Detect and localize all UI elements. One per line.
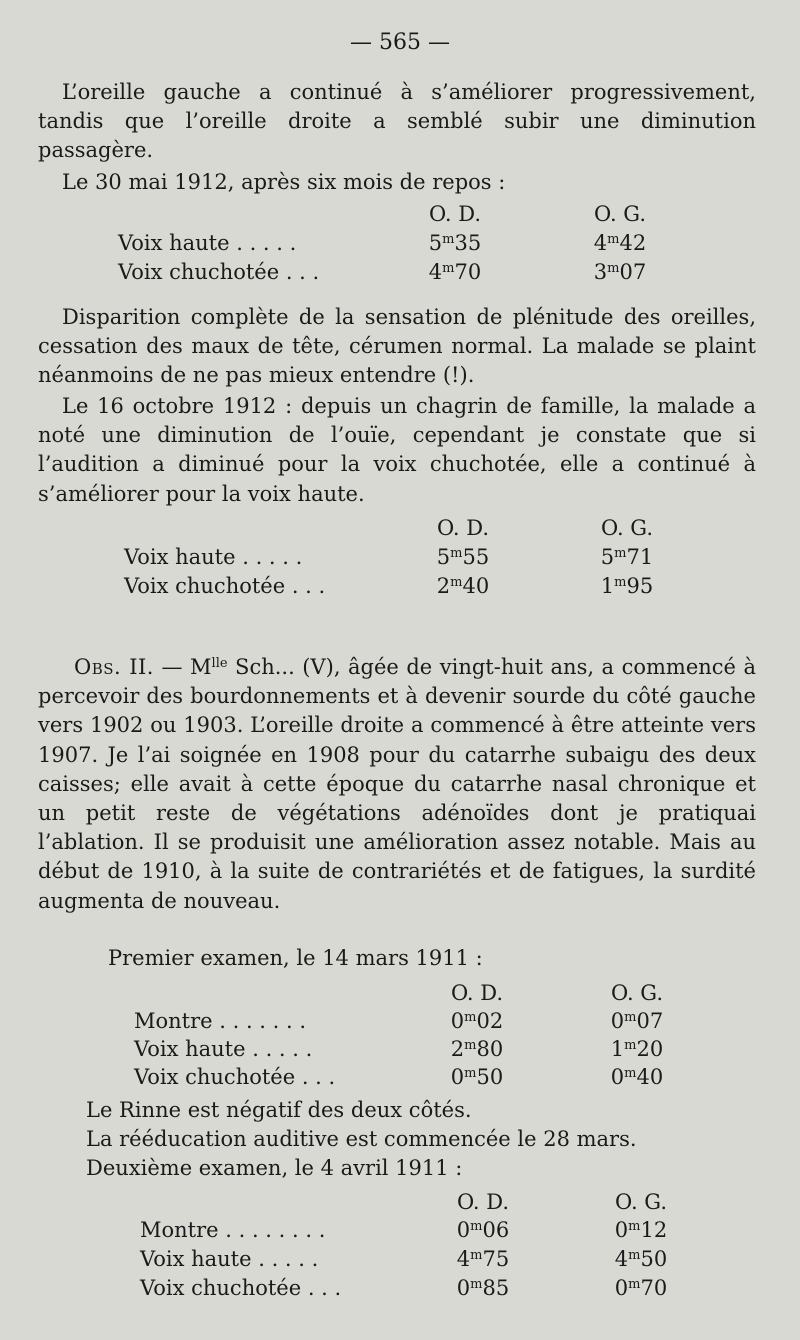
od-meters: 0 xyxy=(456,1276,471,1300)
od-value xyxy=(457,1276,509,1300)
og-value xyxy=(611,1065,663,1089)
og-value xyxy=(601,574,653,598)
line-exam-2: Deuxième examen, le 4 avril 1911 : xyxy=(86,1156,463,1180)
og-meters: 4 xyxy=(593,231,608,255)
od-unit: m xyxy=(442,261,455,276)
og-decimals: 95 xyxy=(626,574,654,598)
paragraph-3-text: Le 16 octobre 1912 : depuis un chagrin de famille, la malade a noté une diminution de l’ouïe, cependant je constate que si l’audition a diminué pour la voix chuchotée, elle a continué à s’améliorer pour la voix haute. xyxy=(38,394,756,506)
header-og: O. G. xyxy=(614,1190,668,1214)
od-meters: 0 xyxy=(450,1065,465,1089)
og-decimals: 07 xyxy=(636,1009,664,1033)
od-unit: m xyxy=(464,1066,477,1081)
od-value xyxy=(451,1009,503,1033)
od-decimals: 80 xyxy=(476,1037,504,1061)
row-label: Voix haute . . . . . xyxy=(124,545,303,569)
header-od: O. D. xyxy=(450,981,504,1005)
od-value xyxy=(451,1037,503,1061)
row-label: Montre . . . . . . . . xyxy=(140,1218,326,1242)
line-rinne: Le Rinne est négatif des deux côtés. xyxy=(86,1098,472,1122)
od-unit: m xyxy=(470,1248,483,1263)
od-meters: 2 xyxy=(450,1037,465,1061)
paragraph-3 xyxy=(38,392,756,509)
og-decimals: 50 xyxy=(640,1247,668,1271)
og-meters: 1 xyxy=(600,574,615,598)
od-decimals: 50 xyxy=(476,1065,504,1089)
og-meters: 4 xyxy=(614,1247,629,1271)
cell-og xyxy=(565,260,675,284)
od-decimals: 85 xyxy=(482,1276,510,1300)
og-decimals: 40 xyxy=(636,1065,664,1089)
od-unit: m xyxy=(450,546,463,561)
og-meters: 0 xyxy=(614,1218,629,1242)
od-value xyxy=(451,1065,503,1089)
od-unit: m xyxy=(464,1038,477,1053)
cell-og xyxy=(582,1037,692,1061)
cell-og xyxy=(582,1009,692,1033)
og-meters: 1 xyxy=(610,1037,625,1061)
row-label: Voix chuchotée . . . xyxy=(134,1065,336,1089)
row-label: Voix haute . . . . . xyxy=(140,1247,319,1271)
od-decimals: 02 xyxy=(476,1009,504,1033)
og-decimals: 20 xyxy=(636,1037,664,1061)
od-decimals: 40 xyxy=(462,574,490,598)
row-label: Montre . . . . . . . xyxy=(134,1009,307,1033)
page-number: — 565 — xyxy=(350,30,450,55)
header-od: O. D. xyxy=(428,202,482,226)
line-date-1: Le 30 mai 1912, après six mois de repos : xyxy=(62,170,506,194)
og-unit: m xyxy=(614,575,627,590)
row-label: Voix haute . . . . . xyxy=(118,231,297,255)
og-unit: m xyxy=(614,546,627,561)
od-value xyxy=(437,574,489,598)
og-value xyxy=(601,545,653,569)
paragraph-2-text: Disparition complète de la sensation de plénitude des oreilles, cessation des maux de tête, cérumen normal. La malade se plaint néanmoins de ne pas mieux entendre (!). xyxy=(38,305,756,388)
od-meters: 5 xyxy=(428,231,443,255)
od-unit: m xyxy=(470,1219,483,1234)
paragraph-obs-2 xyxy=(38,653,756,916)
header-od: O. D. xyxy=(456,1190,510,1214)
od-unit: m xyxy=(450,575,463,590)
og-meters: 0 xyxy=(614,1276,629,1300)
obs-dash: — xyxy=(153,655,191,679)
obs-mlle-sup: lle xyxy=(211,656,228,671)
og-unit: m xyxy=(624,1038,637,1053)
od-meters: 2 xyxy=(436,574,451,598)
paragraph-2 xyxy=(38,303,756,391)
od-meters: 4 xyxy=(428,260,443,284)
cell-og xyxy=(586,1218,696,1242)
row-label: Voix chuchotée . . . xyxy=(118,260,320,284)
og-decimals: 07 xyxy=(619,260,647,284)
header-og: O. G. xyxy=(593,202,647,226)
header-og: O. G. xyxy=(600,516,654,540)
og-decimals: 12 xyxy=(640,1218,668,1242)
cell-og xyxy=(572,574,682,598)
od-meters: 0 xyxy=(456,1218,471,1242)
cell-od xyxy=(428,1276,538,1300)
cell-od xyxy=(428,1218,538,1242)
od-value xyxy=(457,1218,509,1242)
cell-od xyxy=(408,574,518,598)
od-decimals: 55 xyxy=(462,545,490,569)
og-unit: m xyxy=(607,261,620,276)
og-meters: 3 xyxy=(593,260,608,284)
cell-og xyxy=(586,1276,696,1300)
og-unit: m xyxy=(624,1010,637,1025)
paragraph-obs-2-text: Sch... (V), âgée de vingt-huit ans, a commencé à percevoir des bourdonnements et à devenir sourde du côté gauche vers 1902 ou 1903. L’oreille droite a commencé à être atteinte vers 1907. Je l’ai soignée en 1908 pour du catarrhe subaigu des deux caisses; elle avait à cette époque du catarrhe nasal chronique et un petit reste de végétations adénoïdes dont je pratiquai l’ablation. Il se produisit une amélioration assez notable. Mais au début de 1910, à la suite de contrariétés et de fatigues, la surdité augmenta de nouveau. xyxy=(38,655,756,913)
og-unit: m xyxy=(628,1219,641,1234)
og-value xyxy=(611,1037,663,1061)
line-exam-1: Premier examen, le 14 mars 1911 : xyxy=(108,946,483,970)
og-decimals: 71 xyxy=(626,545,654,569)
paragraph-1-text: L’oreille gauche a continué à s’améliorer progressivement, tandis que l’oreille droite a semblé subir une diminution passagère. xyxy=(38,80,756,163)
od-meters: 5 xyxy=(436,545,451,569)
og-unit: m xyxy=(624,1066,637,1081)
obs-mlle: M xyxy=(190,655,212,679)
cell-od xyxy=(428,1247,538,1271)
og-unit: m xyxy=(628,1248,641,1263)
od-value xyxy=(437,545,489,569)
og-decimals: 42 xyxy=(619,231,647,255)
og-meters: 5 xyxy=(600,545,615,569)
cell-od xyxy=(408,545,518,569)
od-value xyxy=(457,1247,509,1271)
cell-od xyxy=(400,260,510,284)
og-value xyxy=(615,1218,667,1242)
row-label: Voix chuchotée . . . xyxy=(140,1276,342,1300)
od-decimals: 75 xyxy=(482,1247,510,1271)
og-value xyxy=(594,231,646,255)
od-decimals: 35 xyxy=(454,231,482,255)
og-unit: m xyxy=(628,1277,641,1292)
od-meters: 4 xyxy=(456,1247,471,1271)
header-og: O. G. xyxy=(610,981,664,1005)
cell-og xyxy=(572,545,682,569)
og-decimals: 70 xyxy=(640,1276,668,1300)
og-unit: m xyxy=(607,232,620,247)
paragraph-1 xyxy=(38,78,756,166)
cell-od xyxy=(422,1009,532,1033)
od-decimals: 06 xyxy=(482,1218,510,1242)
og-value xyxy=(594,260,646,284)
obs-label: Obs. II. xyxy=(74,655,154,679)
og-meters: 0 xyxy=(610,1009,625,1033)
cell-od xyxy=(400,231,510,255)
od-unit: m xyxy=(470,1277,483,1292)
cell-og xyxy=(582,1065,692,1089)
line-reeducation: La rééducation auditive est commencée le 28 mars. xyxy=(86,1127,637,1151)
cell-og xyxy=(586,1247,696,1271)
cell-od xyxy=(422,1037,532,1061)
od-unit: m xyxy=(464,1010,477,1025)
row-label: Voix chuchotée . . . xyxy=(124,574,326,598)
od-value xyxy=(429,231,481,255)
od-decimals: 70 xyxy=(454,260,482,284)
od-value xyxy=(429,260,481,284)
cell-og xyxy=(565,231,675,255)
cell-od xyxy=(422,1065,532,1089)
og-value xyxy=(611,1009,663,1033)
og-value xyxy=(615,1276,667,1300)
header-od: O. D. xyxy=(436,516,490,540)
og-meters: 0 xyxy=(610,1065,625,1089)
od-unit: m xyxy=(442,232,455,247)
od-meters: 0 xyxy=(450,1009,465,1033)
row-label: Voix haute . . . . . xyxy=(134,1037,313,1061)
og-value xyxy=(615,1247,667,1271)
